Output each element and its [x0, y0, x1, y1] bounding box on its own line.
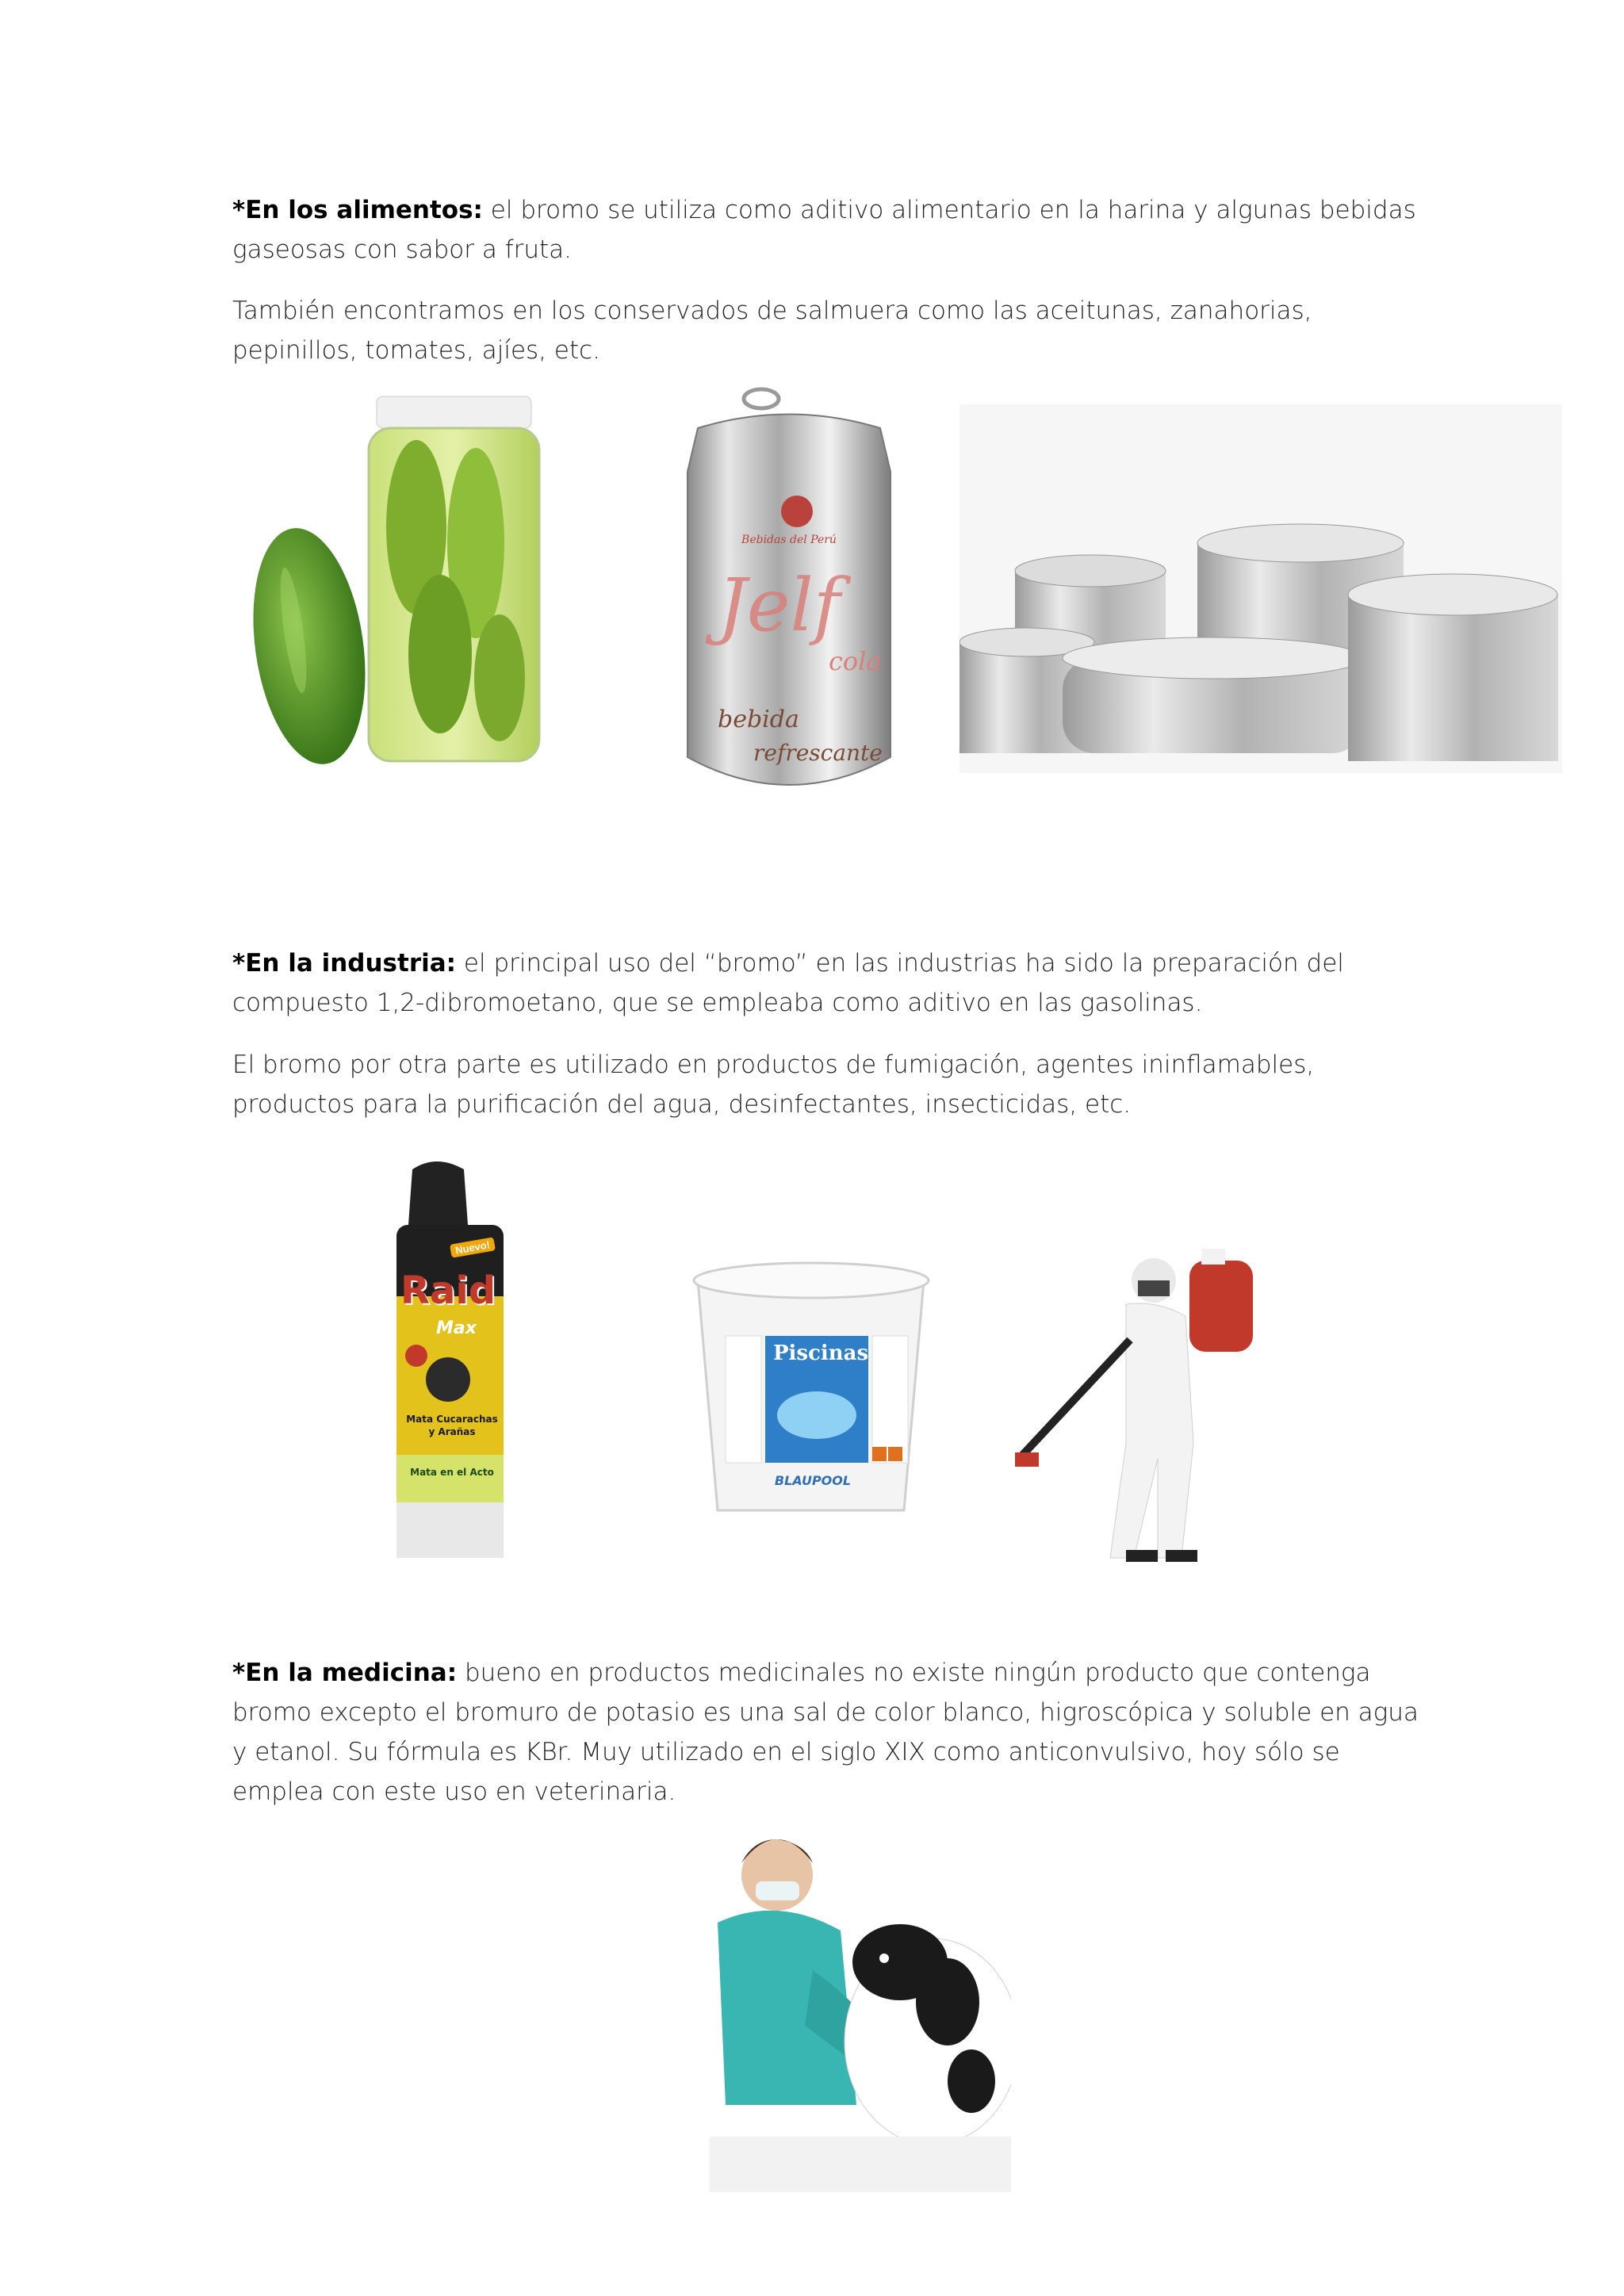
can-line-2: refrescante — [753, 740, 883, 766]
industria-paragraph — [232, 943, 1438, 1023]
can-small-label: Bebidas del Perú — [741, 534, 837, 546]
can-brand-sub: cola — [829, 646, 882, 676]
alimentos-text: el bromo se utiliza como aditivo alimentario en la harina y algunas bebidas gaseosas con sabor a fruta. — [232, 196, 1416, 264]
medicina-text: bueno en productos medicinales no existe ningún producto que contenga bromo excepto el bromuro de potasio es una sal de color blanco, higroscópica y soluble en agua y etanol. Su fórmula es KBr. Muy utilizado en el siglo XIX como anticonvulsivo, hoy sólo se emplea con este uso en veterinaria. — [232, 1659, 1419, 1806]
fumigation-worker-image — [1011, 1245, 1273, 1574]
can-line-1: bebida — [718, 706, 799, 733]
medicina-heading: *En la medicina: — [232, 1659, 458, 1687]
alimentos-heading: *En los alimentos: — [232, 196, 483, 224]
industria-text: el principal uso del “bromo” en las industrias ha sido la preparación del compuesto 1,2-dibromoetano, que se empleaba como aditivo en las gasolinas. — [232, 949, 1344, 1017]
pickle-jar-image — [238, 392, 587, 781]
veterinarian-image — [710, 1820, 1011, 2192]
alimentos-paragraph — [232, 190, 1438, 270]
bucket-brand: BLAUPOOL — [774, 1473, 852, 1488]
tin-cans-image — [959, 404, 1562, 773]
pool-bucket-image — [654, 1249, 971, 1530]
spray-sub: Max — [436, 1318, 477, 1338]
spray-desc-3: Mata en el Acto — [410, 1467, 494, 1478]
industria-paragraph-2: El bromo por otra parte es utilizado en productos de fumigación, agentes ininflamables, productos para la purificación del agua, desinfectantes, insecticidas, etc. — [232, 1050, 1315, 1119]
spray-desc-2: y Arañas — [428, 1426, 476, 1437]
alimentos-paragraph-2: También encontramos en los conservados de salmuera como las aceitunas, zanahorias, pepinillos, tomates, ajíes, etc. — [232, 297, 1312, 365]
spray-desc-1: Mata Cucarachas — [406, 1414, 498, 1425]
soda-can-image — [678, 385, 900, 813]
spray-badge: Nuevo! — [450, 1237, 496, 1257]
bucket-label: Piscinas — [773, 1341, 869, 1365]
industria-heading: *En la industria: — [232, 949, 457, 978]
raid-spray-image — [381, 1154, 539, 1566]
spray-brand: Raid — [400, 1269, 496, 1313]
can-brand: Jelf — [718, 563, 841, 648]
medicina-paragraph — [232, 1653, 1438, 1812]
